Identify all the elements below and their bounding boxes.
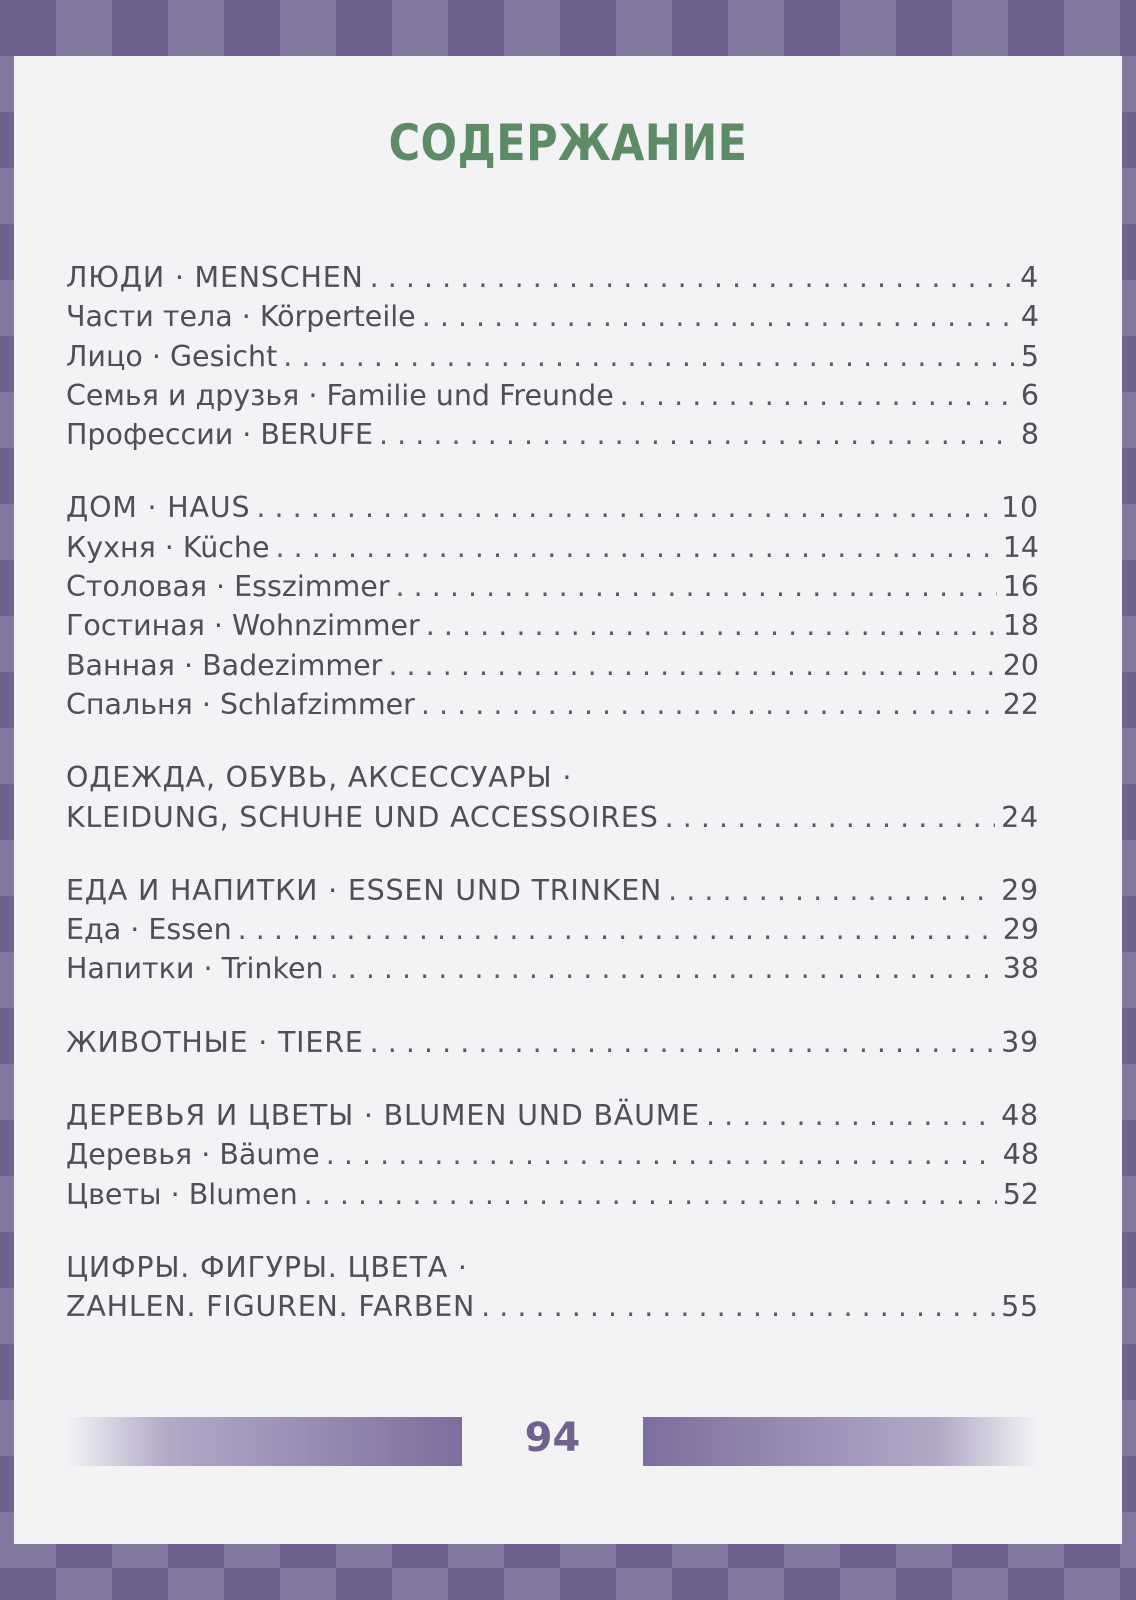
toc-entry[interactable] xyxy=(66,570,1039,609)
section-gap xyxy=(66,992,1039,1026)
section-gap xyxy=(66,457,1039,491)
toc-entry-page: 18 xyxy=(1002,609,1039,643)
dot-leader xyxy=(481,1290,995,1323)
toc-entry[interactable] xyxy=(66,1290,1039,1329)
toc-section-animals xyxy=(66,1026,1039,1065)
section-gap xyxy=(66,1217,1039,1251)
toc-entry[interactable] xyxy=(66,340,1039,379)
toc-entry-page: 16 xyxy=(1002,570,1039,604)
toc-entry[interactable] xyxy=(66,609,1039,648)
toc-entry-label: Еда · Essen xyxy=(66,913,232,947)
toc-entry[interactable] xyxy=(66,1099,1039,1138)
dot-leader xyxy=(238,913,997,946)
dot-leader xyxy=(256,491,995,524)
page-footer xyxy=(66,1413,1039,1469)
toc-entry-label: Деревья · Bäume xyxy=(66,1138,320,1172)
toc-entry-label: ЖИВОТНЫЕ · TIERE xyxy=(66,1025,364,1059)
toc-entry[interactable] xyxy=(66,379,1039,418)
dot-leader xyxy=(304,1178,997,1211)
toc-entry[interactable] xyxy=(66,531,1039,570)
page xyxy=(14,56,1122,1544)
toc-entry-label: ЛЮДИ · MENSCHEN xyxy=(66,261,364,294)
toc-entry-page: 5 xyxy=(1020,339,1039,373)
dot-leader xyxy=(422,300,1015,333)
toc-entry-page: 22 xyxy=(1002,687,1039,721)
toc-entry-label: Семья и друзья · Familie und Freunde xyxy=(66,378,614,412)
toc-section-food xyxy=(66,874,1039,992)
toc-entry[interactable] xyxy=(66,418,1039,457)
dot-leader xyxy=(620,379,1015,412)
toc-section-numbers xyxy=(66,1251,1039,1330)
toc-entry-page: 48 xyxy=(1002,1138,1039,1172)
toc-entry-label: Гостиная · Wohnzimmer xyxy=(66,609,420,643)
toc-entry-page: 39 xyxy=(1001,1025,1039,1059)
toc-entry-label: ДОМ · HAUS xyxy=(66,491,251,525)
section-gap xyxy=(66,840,1039,874)
dot-leader xyxy=(370,261,1014,294)
toc-entry[interactable] xyxy=(66,874,1039,913)
toc-entry-first-line: ЦИФРЫ. ФИГУРЫ. ЦВЕТА · xyxy=(66,1250,468,1284)
toc-entry[interactable] xyxy=(66,952,1039,991)
toc-entry-page: 8 xyxy=(1020,418,1039,452)
dot-leader xyxy=(668,874,995,907)
table-of-contents xyxy=(66,261,1039,1330)
toc-entry-page: 4 xyxy=(1020,261,1039,294)
dot-leader xyxy=(330,952,997,985)
toc-entry-label: Части тела · Körperteile xyxy=(66,300,416,334)
toc-entry-page: 52 xyxy=(1002,1177,1039,1211)
toc-entry[interactable] xyxy=(66,1026,1039,1065)
toc-entry-label: Профессии · BERUFE xyxy=(66,418,374,452)
dot-leader xyxy=(326,1138,997,1171)
dot-leader xyxy=(276,531,997,564)
toc-entry-label: Напитки · Trinken xyxy=(66,952,324,986)
toc-entry[interactable] xyxy=(66,491,1039,530)
toc-entry[interactable] xyxy=(66,649,1039,688)
dot-leader xyxy=(388,649,996,682)
toc-entry-label: ДЕРЕВЬЯ И ЦВЕТЫ · BLUMEN UND BÄUME xyxy=(66,1099,700,1133)
dot-leader xyxy=(370,1026,996,1059)
section-gap xyxy=(66,1065,1039,1099)
toc-entry[interactable] xyxy=(66,300,1039,339)
toc-entry[interactable] xyxy=(66,1178,1039,1217)
toc-entry-page: 4 xyxy=(1020,300,1039,334)
toc-entry-first-line: ОДЕЖДА, ОБУВЬ, АКСЕССУАРЫ · xyxy=(66,761,573,795)
toc-entry-label: KLEIDUNG, SCHUHE UND ACCESSOIRES xyxy=(66,800,659,834)
toc-section-clothing xyxy=(66,761,1039,840)
toc-entry-page: 38 xyxy=(1002,952,1039,986)
toc-entry-page: 24 xyxy=(1001,800,1039,834)
toc-section-house xyxy=(66,491,1039,727)
toc-section-people xyxy=(66,261,1039,457)
toc-entry[interactable] xyxy=(66,261,1039,300)
toc-section-plants xyxy=(66,1099,1039,1217)
toc-entry-page: 20 xyxy=(1002,648,1039,682)
toc-entry-page: 6 xyxy=(1020,378,1039,412)
toc-entry[interactable] xyxy=(66,1138,1039,1177)
toc-entry-label: Цветы · Blumen xyxy=(66,1177,298,1211)
dot-leader xyxy=(706,1099,995,1132)
toc-entry-page: 14 xyxy=(1002,530,1039,564)
footer-bar-right xyxy=(643,1417,1039,1466)
toc-entry[interactable] xyxy=(66,688,1039,727)
page-title: СОДЕРЖАНИЕ xyxy=(388,114,748,172)
dot-leader xyxy=(665,801,996,834)
dot-leader xyxy=(421,688,997,721)
toc-entry[interactable] xyxy=(66,801,1039,840)
toc-entry-page: 29 xyxy=(1001,873,1039,907)
toc-entry-label: Кухня · Küche xyxy=(66,530,270,564)
toc-entry-label: ЕДА И НАПИТКИ · ESSEN UND TRINKEN xyxy=(66,873,663,907)
dot-leader xyxy=(426,609,997,642)
toc-entry-label: Ванная · Badezimmer xyxy=(66,648,383,682)
toc-entry-page: 55 xyxy=(1001,1290,1039,1324)
dot-leader xyxy=(379,418,1015,451)
toc-entry-label: Лицо · Gesicht xyxy=(66,339,278,373)
dot-leader xyxy=(283,340,1015,373)
section-gap xyxy=(66,727,1039,761)
footer-bar-left xyxy=(66,1417,462,1466)
toc-entry-label: Столовая · Esszimmer xyxy=(66,570,390,604)
toc-entry[interactable] xyxy=(66,913,1039,952)
toc-entry-page: 10 xyxy=(1001,491,1039,525)
toc-entry-page: 29 xyxy=(1002,913,1039,947)
dot-leader xyxy=(396,570,997,603)
toc-entry-page: 48 xyxy=(1001,1099,1039,1133)
toc-entry-label: Спальня · Schlafzimmer xyxy=(66,687,415,721)
toc-entry-label: ZAHLEN. FIGUREN. FARBEN xyxy=(66,1290,476,1324)
page-number: 94 xyxy=(524,1415,581,1461)
